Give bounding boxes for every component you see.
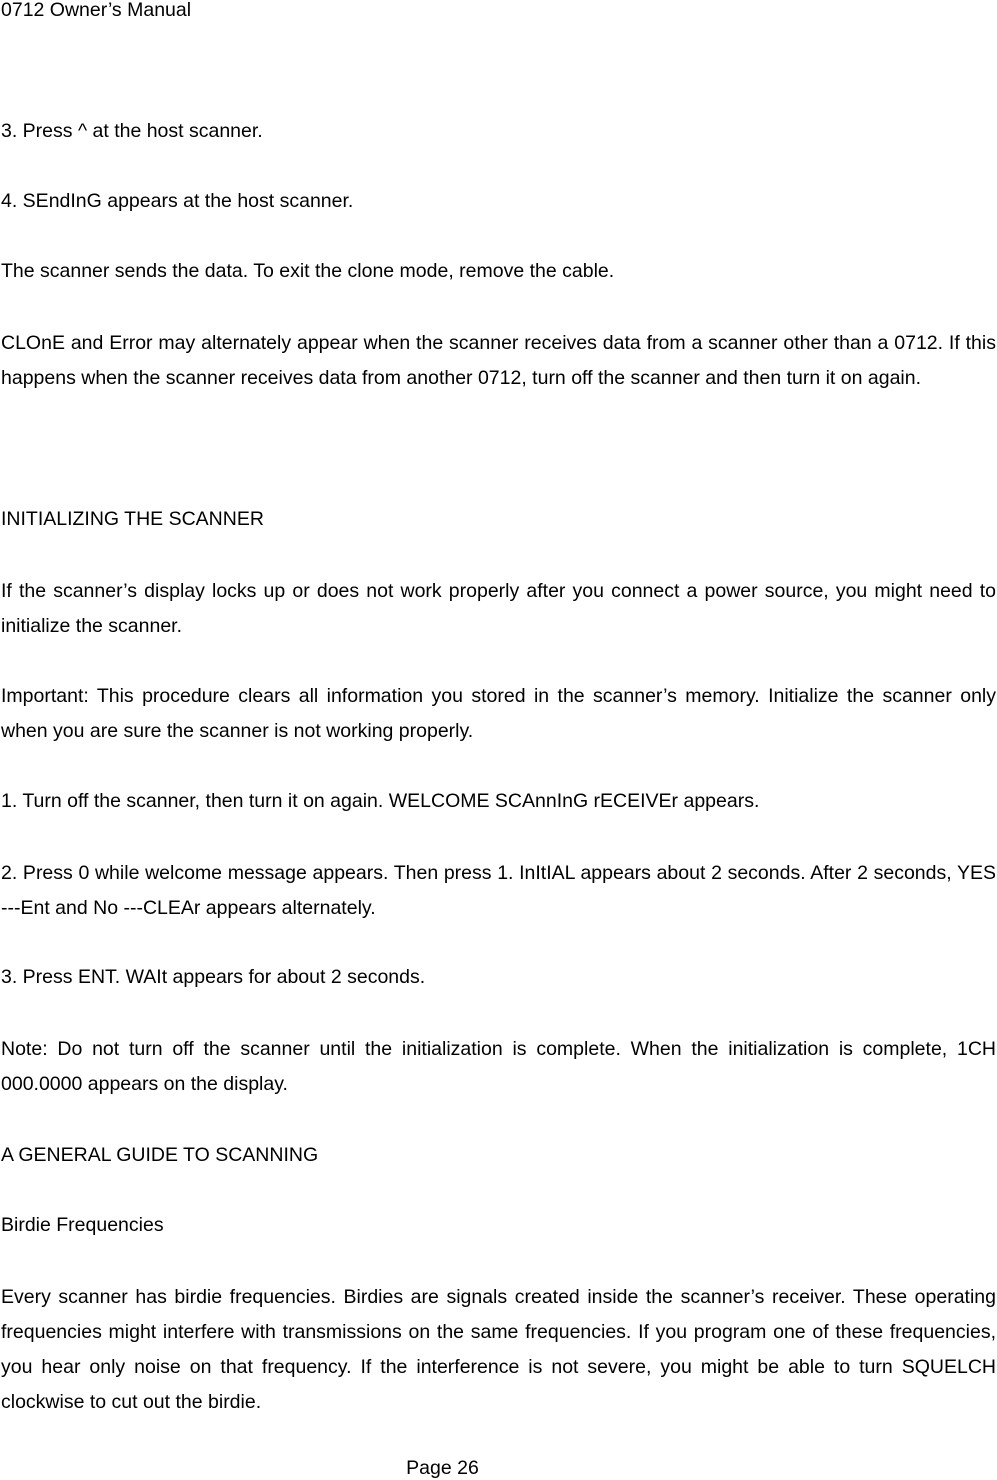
page-number: Page 26 (406, 1457, 479, 1479)
subheading-birdie-frequencies: Birdie Frequencies (1, 1214, 164, 1236)
section-heading-initializing: INITIALIZING THE SCANNER (1, 508, 264, 530)
initialize-step-3: 3. Press ENT. WAIt appears for about 2 seconds. (1, 966, 426, 988)
clone-exit-note: The scanner sends the data. To exit the clone mode, remove the cable. (1, 260, 615, 282)
initialize-step-1: 1. Turn off the scanner, then turn it on again. WELCOME SCAnnInG rECEIVEr appears. (1, 790, 760, 812)
step-press-caret: 3. Press ^ at the host scanner. (1, 120, 263, 142)
initialize-intro: If the scanner’s display locks up or does not work properly after you connect a power source, you might need to initialize the scanner. (1, 580, 996, 637)
initialize-step-2: 2. Press 0 while welcome message appears. Then press 1. InItIAL appears about 2 seconds. After 2 seconds, YES ---Ent and No ---CLEAr appears alternately. (1, 862, 996, 919)
page-footer (0, 1456, 997, 1480)
clone-error-note: CLOnE and Error may alternately appear when the scanner receives data from a scanner other than a 0712. If this happens when the scanner receives data from another 0712, turn off the scanner and then turn it on again. (1, 332, 996, 389)
birdie-frequencies-text: Every scanner has birdie frequencies. Birdies are signals created inside the scanner’s receiver. These operating frequencies might interfere with transmissions on the same frequencies. If you program one of these frequencies, you hear only noise on that frequency. If the interference is not severe, you might be able to turn SQUELCH clockwise to cut out the birdie. (1, 1286, 996, 1413)
initialize-completion-note: Note: Do not turn off the scanner until the initialization is complete. When the initialization is complete, 1CH 000.0000 appears on the display. (1, 1038, 996, 1095)
section-heading-general-guide: A GENERAL GUIDE TO SCANNING (1, 1144, 319, 1166)
initialize-important-note: Important: This procedure clears all information you stored in the scanner’s memory. Initialize the scanner only when you are sure the scanner is not working properly. (1, 685, 996, 742)
page-header: 0712 Owner’s Manual (1, 0, 192, 21)
step-sending-appears: 4. SEndInG appears at the host scanner. (1, 190, 354, 212)
